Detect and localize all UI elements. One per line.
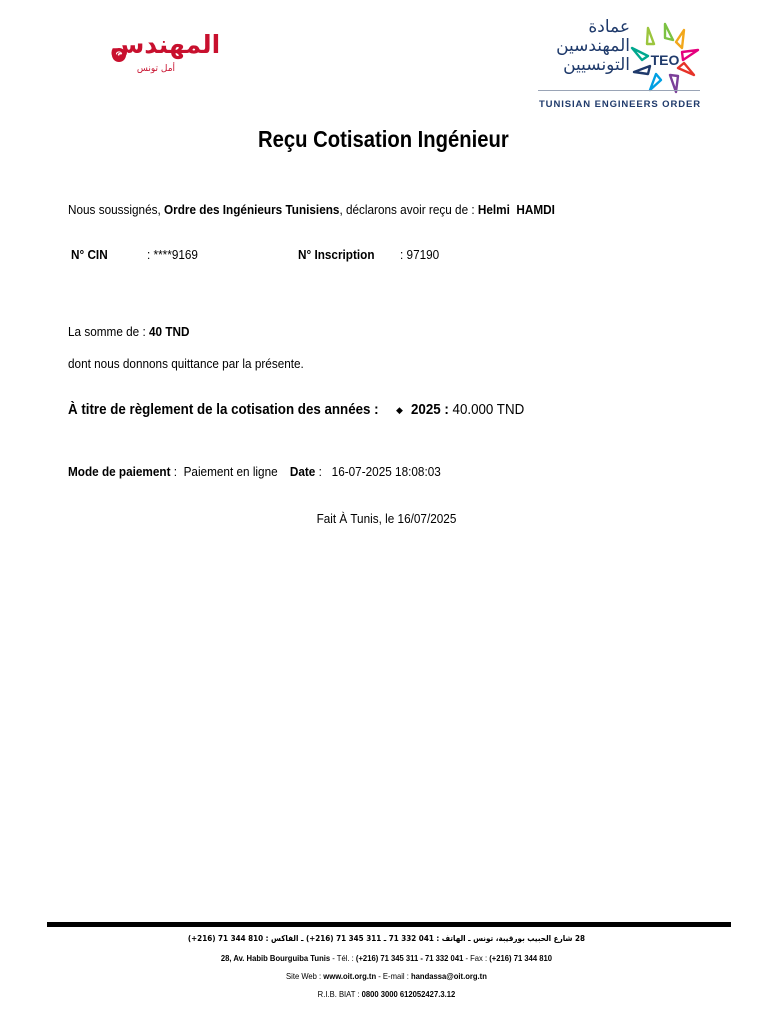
year-label: 2025 : [411,402,449,418]
declaration-line [68,203,555,217]
footer-site-label: Site Web : [286,971,324,981]
footer-rib-label: R.I.B. BIAT : [317,989,362,999]
organization-name: Ordre des Ingénieurs Tunisiens [164,203,340,217]
amount-line [68,325,189,339]
logo-brand-arabic: المهندس [109,30,221,59]
payment-date-separator: : [315,465,332,479]
footer-address [39,953,735,963]
place-and-date-line: Fait À Tunis, le 16/07/2025 [316,512,457,526]
footer-fax-value: (+216) 71 344 810 [489,953,553,963]
amount-label: La somme de : [68,325,149,339]
payment-line [68,465,441,479]
contribution-years-heading: À titre de règlement de la cotisation des années : [68,402,379,418]
tunisian-engineers-order-logo [530,18,710,116]
el-mohandes-logo [104,30,224,84]
year-amount: 40.000 TND [448,402,525,418]
payment-mode-value: Paiement en ligne [183,465,278,479]
footer-address-arabic: 28 شارع الحبيب بورقيبة، تونس ـ الهاتف : 041 332 71 ـ 311 345 71 (216+) ـ الفاكس : 810 344 71 (216+) [187,934,586,943]
teo-star-emblem-icon [626,20,704,98]
receipt-title: Reçu Cotisation Ingénieur [258,126,509,152]
logo-order-name-english: TUNISIAN ENGINEERS ORDER [538,99,701,110]
footer-tel-value: (+216) 71 345 311 - 71 332 041 [355,953,464,963]
inscription-value: : 97190 [400,248,440,262]
quittance-text: dont nous donnons quittance par la présente. [68,357,304,371]
cin-value: : ****9169 [147,248,198,262]
teo-badge-label: TEO [650,52,680,68]
amount-value: 40 TND [148,325,190,339]
year-entry [411,402,524,418]
inscription-label: N° Inscription [298,248,375,262]
footer-bank-details [39,989,735,999]
member-name: Helmi HAMDI [477,203,555,217]
footer-site-link[interactable]: www.oit.org.tn [323,971,377,981]
logo-divider [538,90,700,91]
footer-contact [39,971,735,981]
declaration-middle: , déclarons avoir reçu de : [339,203,478,217]
footer-tel-label: - Tél. : [330,953,356,963]
footer-email-label: - E-mail : [376,971,411,981]
declaration-prefix: Nous soussignés, [68,203,165,217]
footer-fax-label: - Fax : [463,953,490,963]
payment-date-label: Date [289,465,316,479]
logo-tagline-arabic: أمل تونس [136,64,176,74]
payment-date-value: 16-07-2025 18:08:03 [331,465,441,479]
footer-divider [47,922,731,927]
footer-rib-value: 0800 3000 612052427.3.12 [361,989,456,999]
diamond-bullet-icon: ◆ [396,405,403,415]
payment-mode-label: Mode de paiement [68,465,171,479]
footer-email-link[interactable]: handassa@oit.org.tn [410,971,487,981]
cin-label: N° CIN [71,248,108,262]
logo-order-name-arabic: عمادة المهندسين التونسيين [556,17,630,75]
payment-mode-separator: : [170,465,184,479]
footer-street: 28, Av. Habib Bourguiba Tunis [220,953,331,963]
